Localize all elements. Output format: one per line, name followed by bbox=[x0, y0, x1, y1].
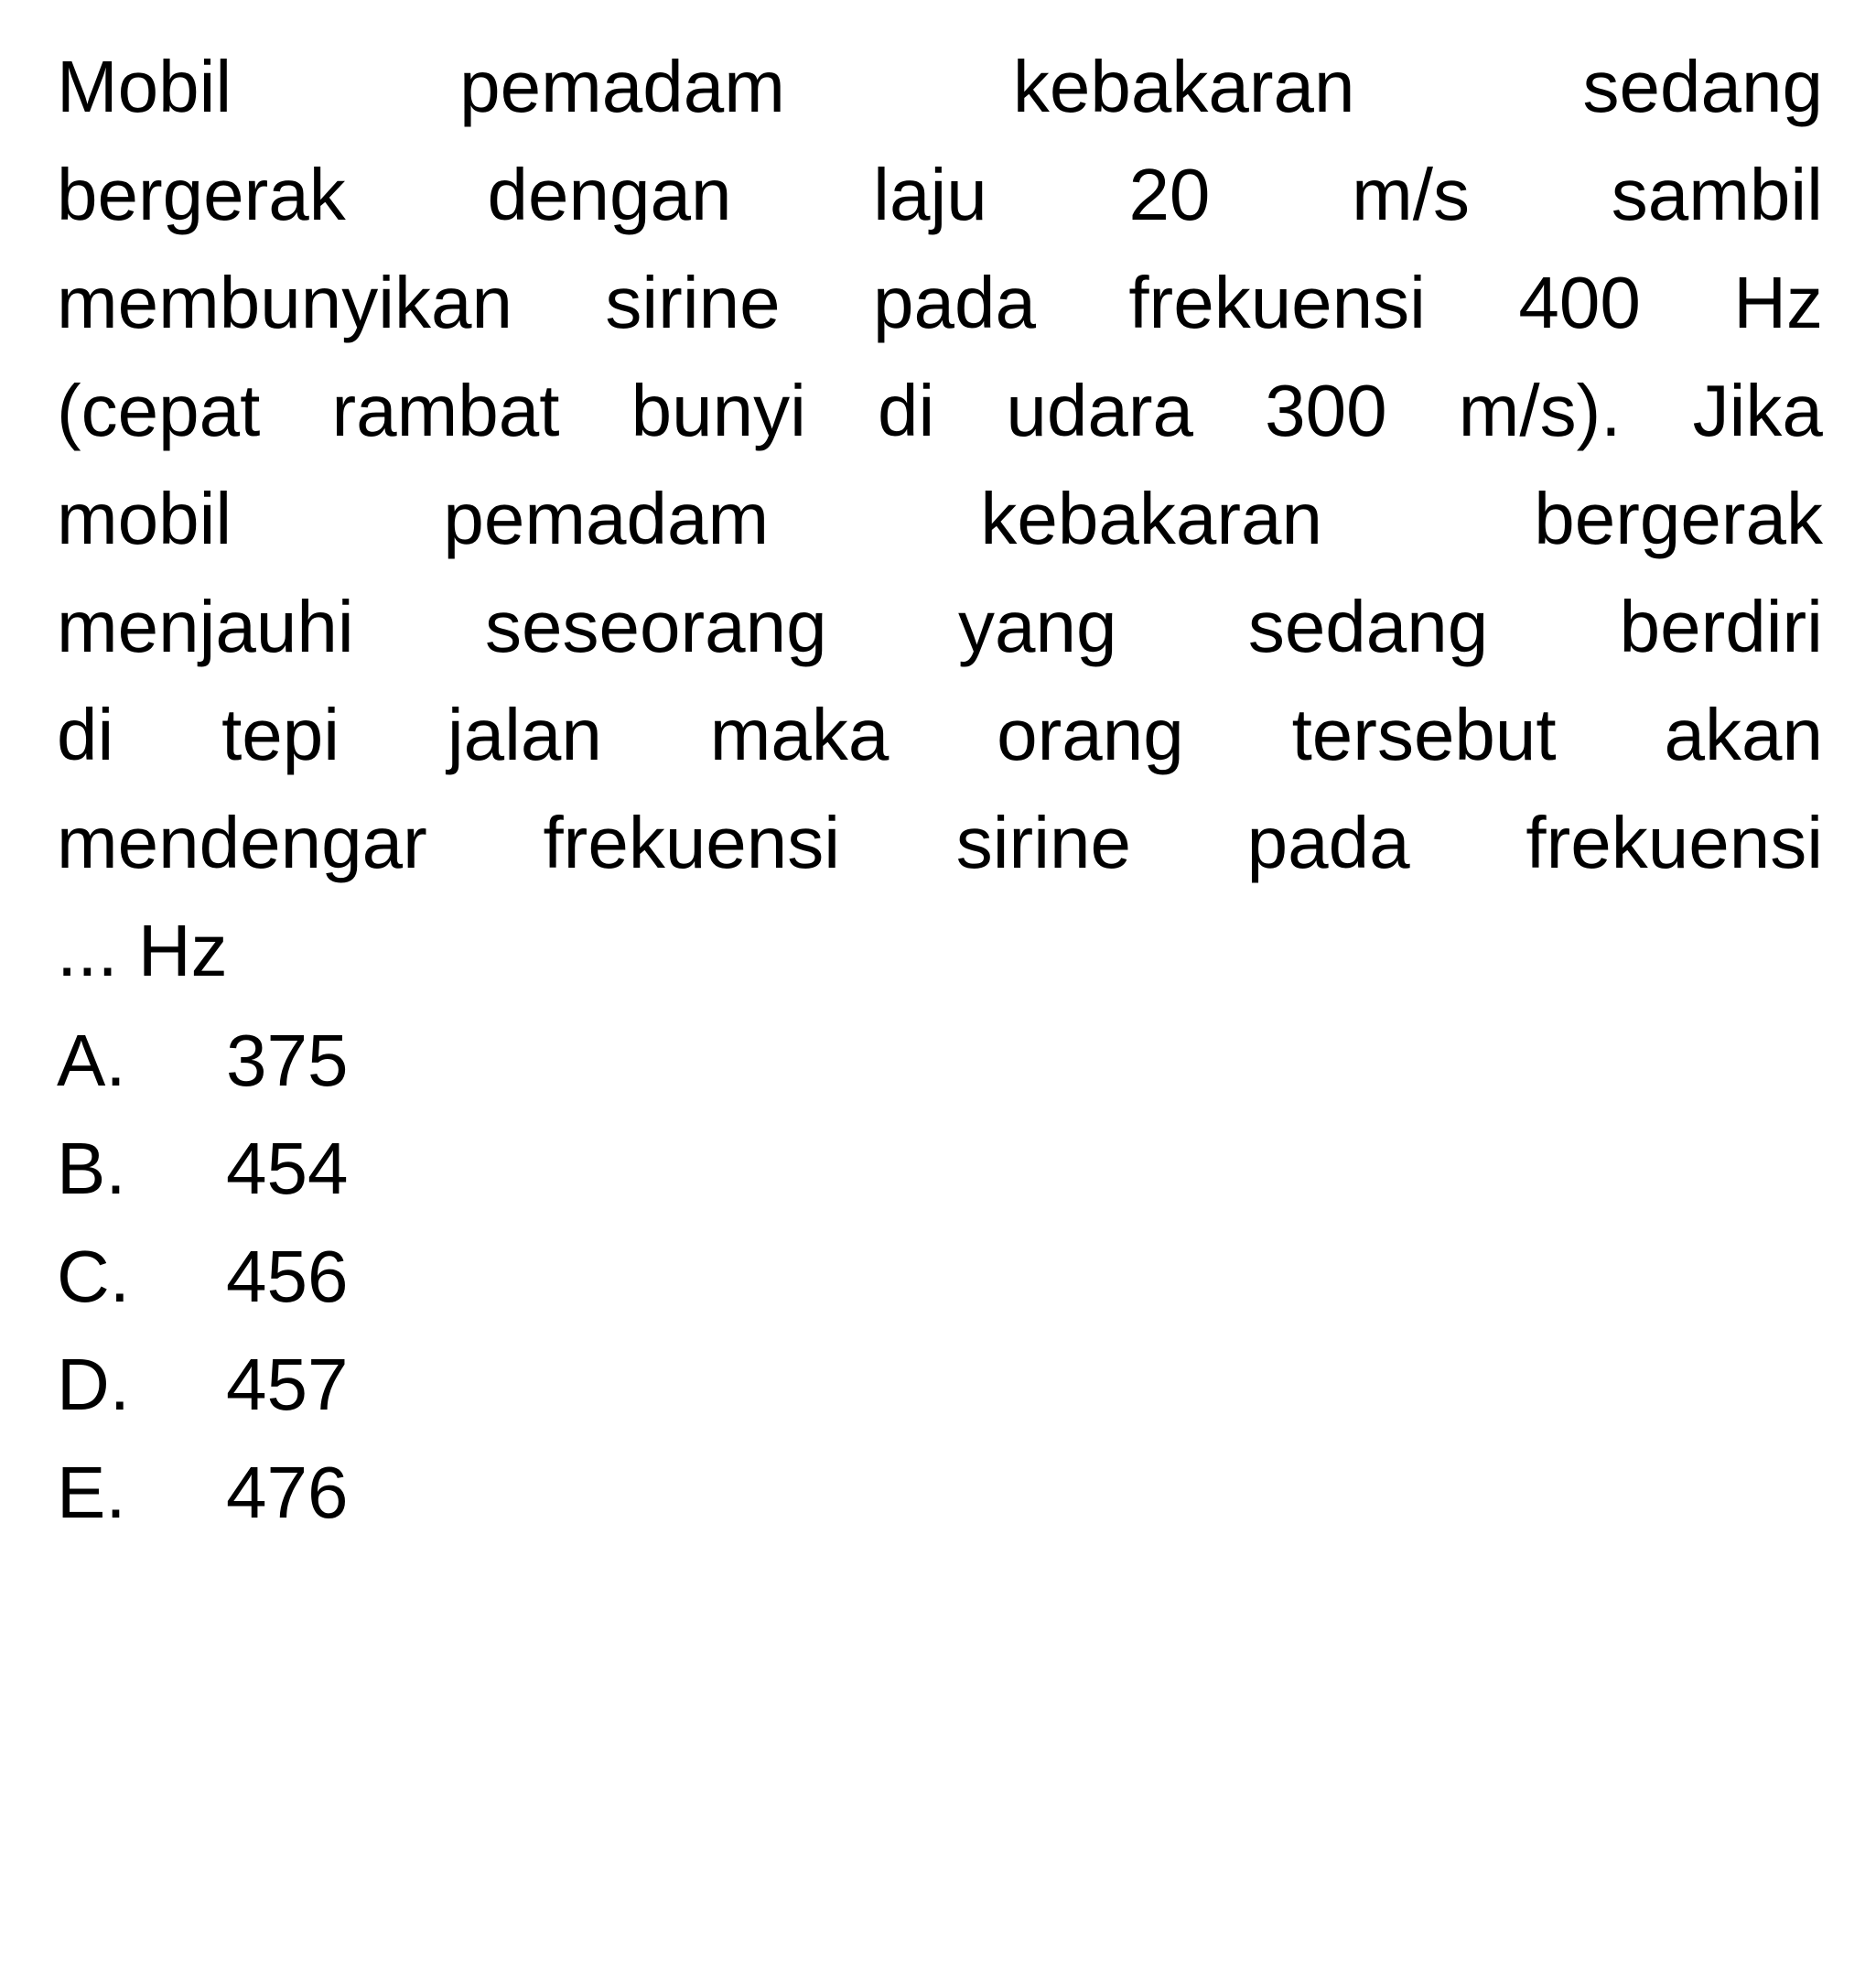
question-word: tepi bbox=[221, 694, 340, 775]
question-word: bergerak bbox=[57, 154, 346, 235]
option-value: 476 bbox=[226, 1452, 349, 1533]
question-word: membunyikan bbox=[57, 262, 513, 343]
question-word: pada bbox=[872, 262, 1036, 343]
question-line bbox=[57, 141, 1823, 249]
question-word: maka bbox=[709, 694, 889, 775]
option-letter: D. bbox=[57, 1344, 130, 1425]
question-word: m/s bbox=[1352, 154, 1471, 235]
question-word: pada bbox=[1246, 802, 1410, 883]
question-word: di bbox=[57, 694, 114, 775]
question-word: rambat bbox=[331, 370, 560, 451]
question-word: mendengar bbox=[57, 802, 427, 883]
question-page bbox=[57, 33, 1823, 1547]
question-word: di bbox=[878, 370, 935, 451]
question-word: sirine bbox=[605, 262, 781, 343]
question-word: sirine bbox=[955, 802, 1131, 883]
question-line bbox=[57, 681, 1823, 789]
question-word: (cepat bbox=[57, 370, 261, 451]
question-word: berdiri bbox=[1619, 586, 1823, 667]
question-word: Hz bbox=[1733, 262, 1823, 343]
option-letter: A. bbox=[57, 1020, 126, 1101]
question-word: menjauhi bbox=[57, 586, 354, 667]
option-letter: E. bbox=[57, 1452, 126, 1533]
question-word: frekuensi bbox=[1526, 802, 1823, 883]
question-line bbox=[57, 789, 1823, 897]
option-value: 375 bbox=[226, 1020, 349, 1101]
question-word: udara bbox=[1006, 370, 1194, 451]
question-word: orang bbox=[997, 694, 1184, 775]
option-e[interactable] bbox=[57, 1439, 1823, 1547]
question-word: seseorang bbox=[485, 586, 827, 667]
question-line bbox=[57, 573, 1823, 681]
option-value: 457 bbox=[226, 1344, 349, 1425]
answer-options bbox=[57, 1007, 1823, 1547]
question-last-line: ... Hz bbox=[57, 910, 228, 991]
question-word: pemadam bbox=[459, 46, 785, 127]
question-word: dengan bbox=[487, 154, 732, 235]
question-line bbox=[57, 33, 1823, 141]
question-word: sedang bbox=[1582, 46, 1823, 127]
option-a[interactable] bbox=[57, 1007, 1823, 1115]
question-word: 400 bbox=[1518, 262, 1641, 343]
question-word: pemadam bbox=[443, 478, 770, 559]
question-word: kebakaran bbox=[980, 478, 1322, 559]
question-word: yang bbox=[957, 586, 1117, 667]
question-word: mobil bbox=[57, 478, 232, 559]
question-word: sambil bbox=[1611, 154, 1823, 235]
question-word: laju bbox=[873, 154, 987, 235]
question-word: frekuensi bbox=[1128, 262, 1426, 343]
question-word: akan bbox=[1664, 694, 1823, 775]
question-word: bergerak bbox=[1534, 478, 1823, 559]
question-word: m/s). bbox=[1458, 370, 1622, 451]
question-text bbox=[57, 33, 1823, 1005]
option-d[interactable] bbox=[57, 1331, 1823, 1439]
option-b[interactable] bbox=[57, 1115, 1823, 1223]
question-word: bunyi bbox=[631, 370, 806, 451]
question-word: 20 bbox=[1128, 154, 1211, 235]
question-word: sedang bbox=[1247, 586, 1489, 667]
option-letter: B. bbox=[57, 1128, 126, 1209]
option-value: 456 bbox=[226, 1236, 349, 1317]
option-value: 454 bbox=[226, 1128, 349, 1209]
question-word: kebakaran bbox=[1012, 46, 1355, 127]
question-word: Mobil bbox=[57, 46, 232, 127]
option-letter: C. bbox=[57, 1236, 130, 1317]
question-word: frekuensi bbox=[543, 802, 841, 883]
question-word: tersebut bbox=[1291, 694, 1557, 775]
option-c[interactable] bbox=[57, 1223, 1823, 1331]
question-word: Jika bbox=[1692, 370, 1823, 451]
question-word: 300 bbox=[1265, 370, 1387, 451]
question-line bbox=[57, 357, 1823, 465]
question-word: jalan bbox=[447, 694, 602, 775]
question-line bbox=[57, 465, 1823, 573]
question-line bbox=[57, 249, 1823, 357]
